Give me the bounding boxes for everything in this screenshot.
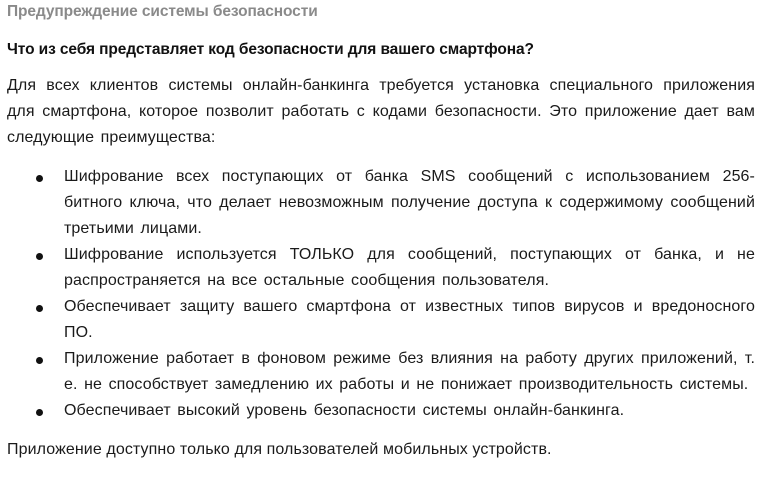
list-item-text: Шифрование всех поступающих от банка SMS сообщений с использованием 256-битного ключа, что делает невозможным получение доступа к содержимому сообщений третьими лицами. [64,168,755,237]
list-item-text: Обеспечивает защиту вашего смартфона от известных типов вирусов и вредоносного ПО. [64,298,755,341]
list-item-text: Приложение работает в фоновом режиме без влияния на работу других приложений, т. е. не способствует замедлению их работы и не понижает производительность системы. [64,350,755,393]
list-item [7,398,755,424]
list-item [7,164,755,242]
bullet-icon [36,253,43,260]
bullet-icon [36,305,43,312]
list-item-text: Шифрование используется ТОЛЬКО для сообщений, поступающих от банка, и не распространяется на все остальные сообщения пользователя. [64,246,755,289]
footer-note: Приложение доступно только для пользователей мобильных устройств. [7,441,552,458]
list-item [7,294,755,346]
page-header: Предупреждение системы безопасности [7,3,318,20]
list-item [7,346,755,398]
list-item-text: Обеспечивает высокий уровень безопасности системы онлайн-банкинга. [64,402,625,419]
bullet-icon [36,357,43,364]
section-heading: Что из себя представляет код безопасности для вашего смартфона? [7,41,534,58]
intro-paragraph: Для всех клиентов системы онлайн-банкинга требуется установка специального приложения для смартфона, которое позволит работать с кодами безопасности. Это приложение дает вам следующие преимущества: [7,77,755,146]
bullet-icon [36,175,43,182]
bullet-icon [36,409,43,416]
list-item [7,242,755,294]
benefits-list [7,164,755,424]
